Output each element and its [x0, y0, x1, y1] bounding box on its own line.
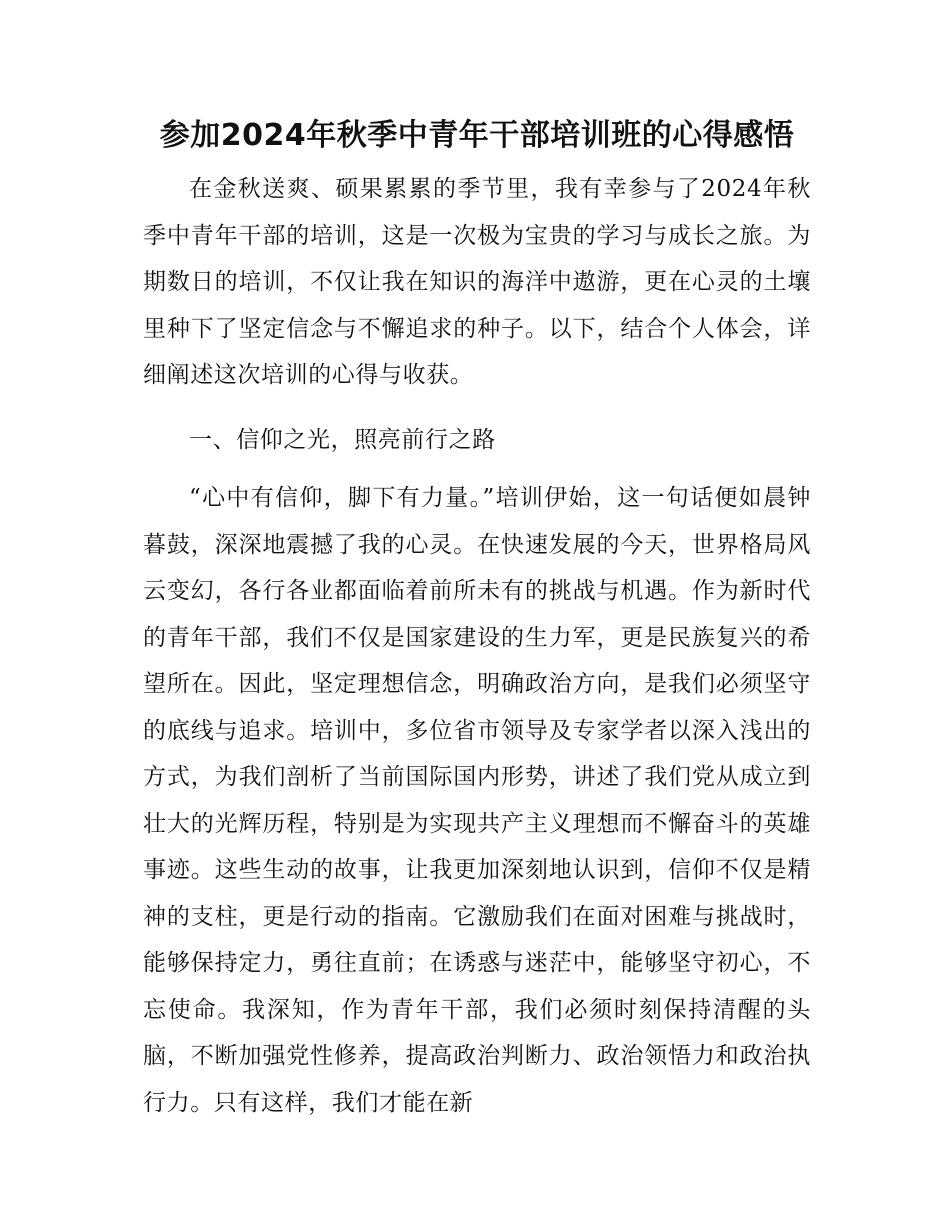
intro-paragraph: 在金秋送爽、硕果累累的季节里，我有幸参与了2024年秋季中青年干部的培训，这是一次极为宝贵的学习与成长之旅。为期数日的培训，不仅让我在知识的海洋中遨游，更在心灵的土壤里种下了坚定信念与不懈追求的种子。以下，结合个人体会，详细阐述这次培训的心得与收获。 [143, 176, 811, 388]
document-page [143, 112, 811, 1126]
section-heading: 一、信仰之光，照亮前行之路 [189, 426, 496, 453]
document-title: 参加2024年秋季中青年干部培训班的心得感悟 [159, 118, 795, 153]
section-body-paragraph: “心中有信仰，脚下有力量。”培训伊始，这一句话便如晨钟暮鼓，深深地震撼了我的心灵。在快速发展的今天，世界格局风云变幻，各行各业都面临着前所未有的挑战与机遇。作为新时代的青年干部，我们不仅是国家建设的生力军，更是民族复兴的希望所在。因此，坚定理想信念，明确政治方向，是我们必须坚守的底线与追求。培训中，多位省市领导及专家学者以深入浅出的方式，为我们剖析了当前国际国内形势，讲述了我们党从成立到壮大的光辉历程，特别是为实现共产主义理想而不懈奋斗的英雄事迹。这些生动的故事，让我更加深刻地认识到，信仰不仅是精神的支柱，更是行动的指南。它激励我们在面对困难与挑战时，能够保持定力，勇往直前；在诱惑与迷茫中，能够坚守初心，不忘使命。我深知，作为青年干部，我们必须时刻保持清醒的头脑，不断加强党性修养，提高政治判断力、政治领悟力和政治执行力。只有这样，我们才能在新 [143, 485, 811, 1116]
